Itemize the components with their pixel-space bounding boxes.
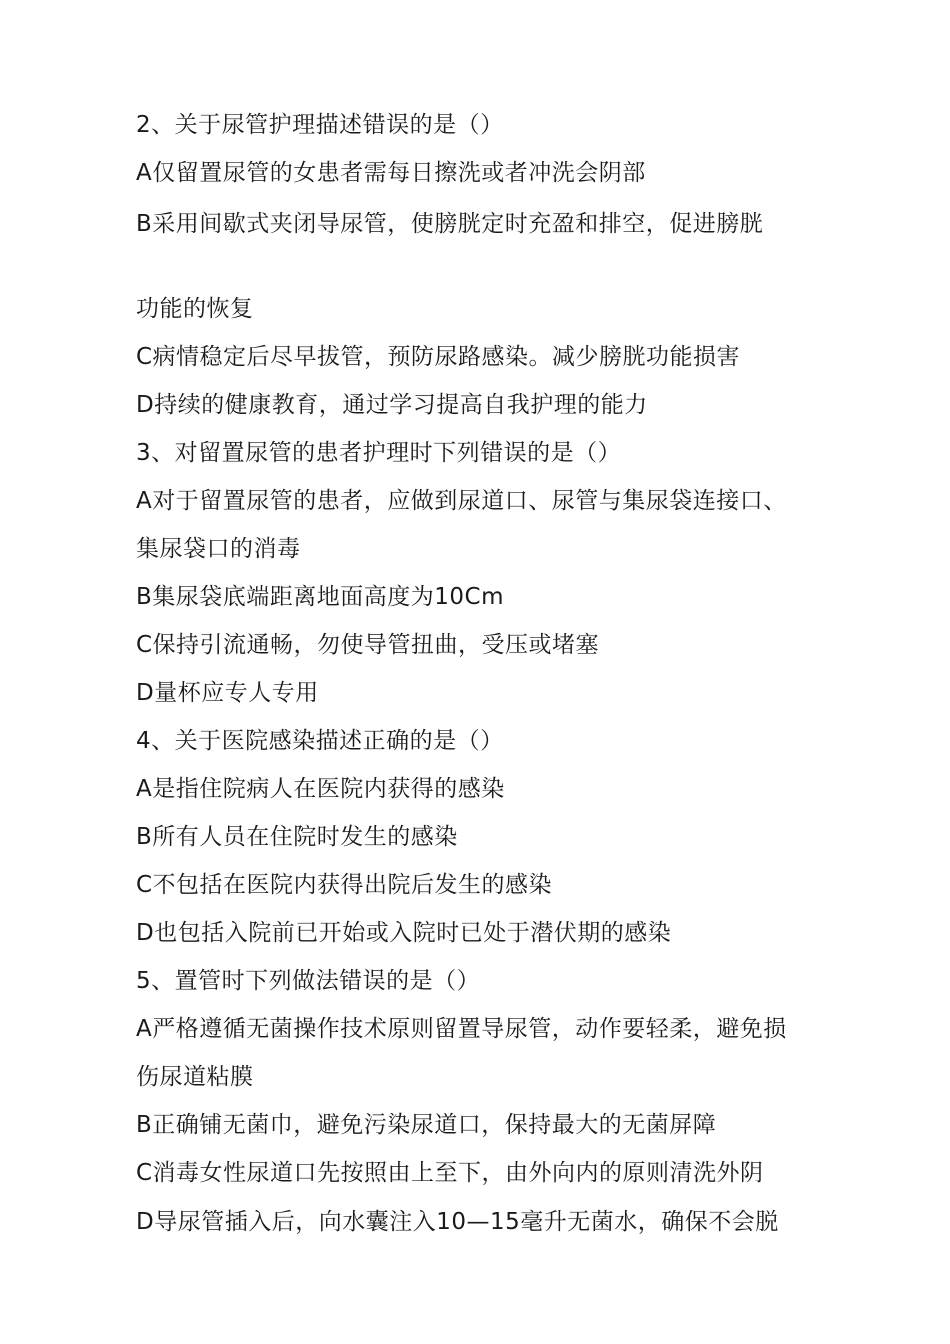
- question-2-option-a: A仅留置尿管的女患者需每日擦洗或者冲洗会阴部: [136, 160, 646, 186]
- question-3-option-a: A对于留置尿管的患者，应做到尿道口、尿管与集尿袋连接口、: [136, 488, 787, 514]
- question-5-option-c: C消毒女性尿道口先按照由上至下，由外向内的原则清洗外阴: [136, 1160, 764, 1186]
- question-3-option-a-continued: 集尿袋口的消毒: [136, 536, 301, 562]
- question-3-option-b: B集尿袋底端距离地面高度为10Cm: [136, 584, 505, 610]
- question-5-option-b: B正确铺无菌巾，避免污染尿道口，保持最大的无菌屏障: [136, 1112, 717, 1138]
- question-4-stem: 4、关于医院感染描述正确的是（）: [136, 728, 504, 754]
- question-4-option-a: A是指住院病人在医院内获得的感染: [136, 776, 505, 802]
- question-4-option-c: C不包括在医院内获得出院后发生的感染: [136, 872, 553, 898]
- question-5-option-d: D导尿管插入后，向水囊注入10—15毫升无菌水，确保不会脱: [136, 1209, 779, 1235]
- question-2-option-c: C病情稳定后尽早拔管，预防尿路感染。减少膀胱功能损害: [136, 344, 741, 370]
- question-4-option-b: B所有人员在住院时发生的感染: [136, 824, 458, 850]
- question-2-option-d: D持续的健康教育，通过学习提高自我护理的能力: [136, 392, 648, 418]
- question-5-option-a: A严格遵循无菌操作技术原则留置导尿管，动作要轻柔，避免损: [136, 1016, 787, 1042]
- question-5-option-a-continued: 伤尿道粘膜: [136, 1064, 254, 1090]
- question-3-option-c: C保持引流通畅，勿使导管扭曲，受压或堵塞: [136, 632, 600, 658]
- question-4-option-d: D也包括入院前已开始或入院时已处于潜伏期的感染: [136, 920, 672, 946]
- question-3-stem: 3、对留置尿管的患者护理时下列错误的是（）: [136, 440, 622, 466]
- question-2-stem: 2、关于尿管护理描述错误的是（）: [136, 112, 504, 138]
- question-2-option-b: B采用间歇式夹闭导尿管，使膀胱定时充盈和排空，促进膀胱: [136, 211, 764, 237]
- question-3-option-d: D量杯应专人专用: [136, 680, 319, 706]
- question-5-stem: 5、置管时下列做法错误的是（）: [136, 968, 481, 994]
- question-2-option-b-continued: 功能的恢复: [136, 296, 254, 322]
